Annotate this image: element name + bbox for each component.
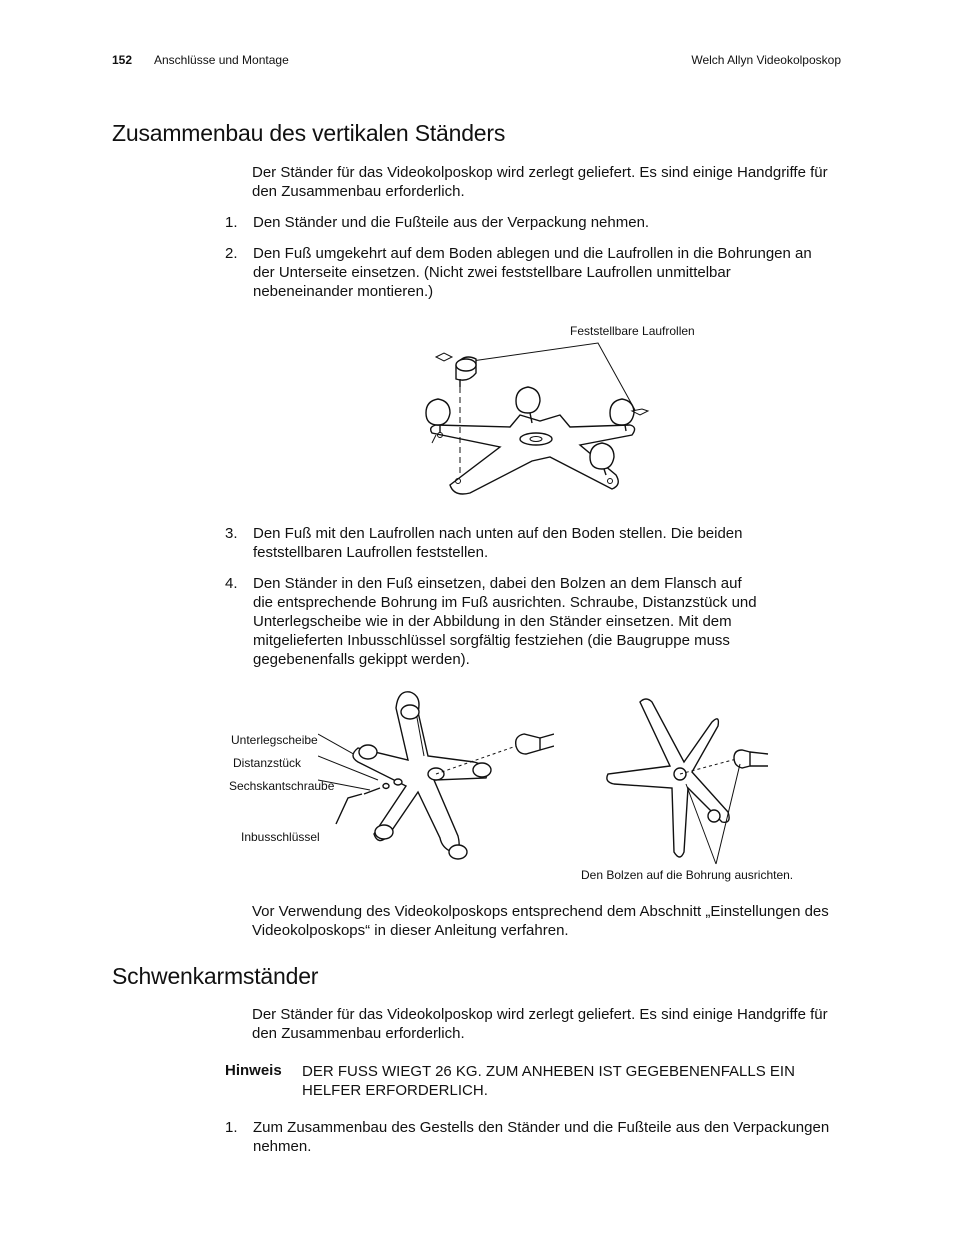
section2-intro: Der Ständer für das Videokolposkop wird zerlegt geliefert. Es sind einige Handgriffe für den Zusammenbau erforderlich.	[252, 1006, 828, 1042]
label-washer: Unterlegscheibe	[231, 733, 318, 747]
label-allen-key: Inbusschlüssel	[241, 830, 320, 844]
list-item-number: 3.	[225, 525, 238, 542]
running-book-title: Welch Allyn Videokolposkop	[691, 53, 841, 67]
list-item-text: Zum Zusammenbau des Gestells den Ständer und die Fußteile aus den Verpackungen nehmen.	[253, 1119, 830, 1155]
section1-intro: Der Ständer für das Videokolposkop wird zerlegt geliefert. Es sind einige Handgriffe für den Zusammenbau erforderlich.	[252, 164, 828, 200]
label-hex-screw: Sechskantschraube	[229, 779, 335, 793]
label-spacer: Distanzstück	[233, 756, 302, 770]
section-heading-vertical-stand: Zusammenbau des vertikalen Ständers	[112, 120, 506, 146]
list-item-number: 1.	[225, 1119, 238, 1136]
list-item-text: Den Ständer und die Fußteile aus der Verpackung nehmen.	[253, 214, 650, 231]
base-assembly-illustration	[318, 686, 554, 866]
note-text: DER FUSS WIEGT 26 KG. ZUM ANHEBEN IST GEGEBENENFALLS EIN HELFER ERFORDERLICH.	[302, 1063, 795, 1099]
list-item-number: 4.	[225, 575, 238, 592]
caption-align-bolt: Den Bolzen auf die Bohrung ausrichten.	[581, 868, 794, 882]
list-item-text: Den Fuß mit den Laufrollen nach unten auf den Boden stellen. Die beiden feststellbaren Laufrollen feststellen.	[253, 525, 743, 561]
label-locking-casters: Feststellbare Laufrollen	[570, 324, 695, 338]
section-heading-swing-arm-stand: Schwenkarmständer	[112, 963, 319, 989]
running-section-title: Anschlüsse und Montage	[154, 53, 289, 67]
section1-followup: Vor Verwendung des Videokolposkops entsprechend dem Abschnitt „Einstellungen des Videokolposkops“ in dieser Anleitung verfahren.	[252, 903, 829, 939]
bolt-alignment-illustration	[600, 692, 770, 868]
list-item-text: Den Ständer in den Fuß einsetzen, dabei den Bolzen an dem Flansch auf die entsprechende Bohrung im Fuß ausrichten. Schraube, Distanzstück und Unterlegscheibe wie in der Abbildung in den Ständer einsetzen. Mit dem mitgelieferten Inbusschlüssel sorgfältig festziehen (die Baugruppe muss gegebenenfalls gekippt werden).	[253, 575, 757, 668]
list-item-text: Den Fuß umgekehrt auf dem Boden ablegen und die Laufrollen in die Bohrungen an der Unterseite einsetzen. (Nicht zwei feststellbare Laufrollen unmittelbar nebeneinander montieren.)	[253, 245, 812, 300]
list-item-number: 1.	[225, 214, 238, 231]
note-label: Hinweis	[225, 1062, 282, 1079]
page-number: 152	[112, 53, 133, 67]
caster-base-illustration	[420, 335, 660, 505]
list-item-number: 2.	[225, 245, 238, 262]
